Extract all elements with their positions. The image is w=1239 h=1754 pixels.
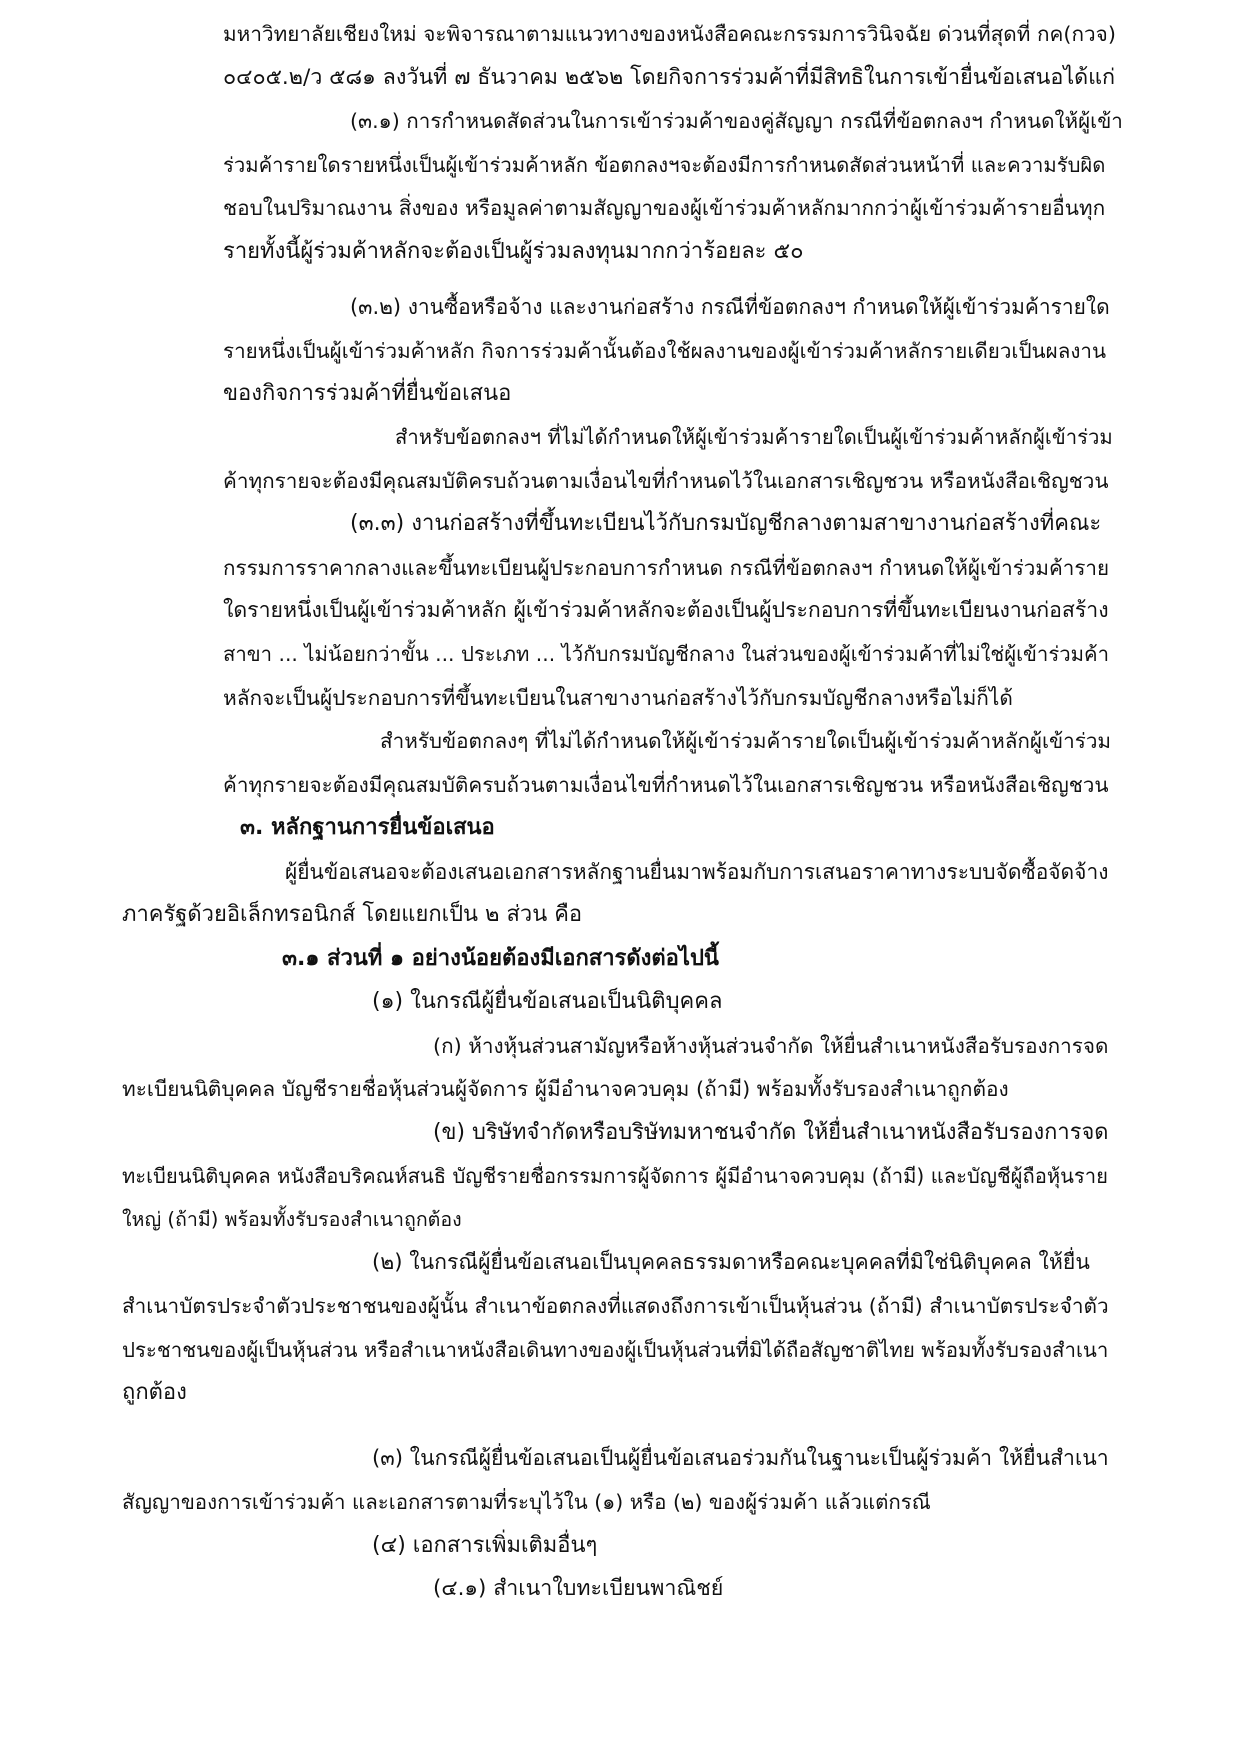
text-line: (๓.๓) งานก่อสร้างที่ขึ้นทะเบียนไว้กับกรมบัญชีกลางตามสาขางานก่อสร้างที่คณะ xyxy=(350,511,1102,536)
text-line: ประชาชนของผู้เป็นหุ้นส่วน หรือสำเนาหนังสือเดินทางของผู้เป็นหุ้นส่วนที่มิได้ถือสัญชาติไทย พร้อมทั้งรับรองสำเนา xyxy=(122,1338,1109,1362)
text-line: (ก) ห้างหุ้นส่วนสามัญหรือห้างหุ้นส่วนจำกัด ให้ยื่นสำเนาหนังสือรับรองการจด xyxy=(433,1034,1109,1058)
text-line: ภาครัฐด้วยอิเล็กทรอนิกส์ โดยแยกเป็น ๒ ส่วน คือ xyxy=(122,902,583,927)
text-line: ทะเบียนนิติบุคคล หนังสือบริคณห์สนธิ บัญชีรายชื่อกรรมการผู้จัดการ ผู้มีอำนาจควบคุม (ถ้ามี) และบัญชีผู้ถือหุ้นราย xyxy=(122,1164,1108,1188)
text-line: (๔) เอกสารเพิ่มเติมอื่นๆ xyxy=(372,1533,598,1558)
text-line: ถูกต้อง xyxy=(122,1380,187,1405)
text-line: (๔.๑) สำเนาใบทะเบียนพาณิชย์ xyxy=(433,1576,724,1601)
text-line: ทะเบียนนิติบุคคล บัญชีรายชื่อหุ้นส่วนผู้จัดการ ผู้มีอำนาจควบคุม (ถ้ามี) พร้อมทั้งรับรองสำเนาถูกต้อง xyxy=(122,1077,1009,1101)
text-line: สำเนาบัตรประจำตัวประชาชนของผู้นั้น สำเนาข้อตกลงที่แสดงถึงการเข้าเป็นหุ้นส่วน (ถ้ามี) สำเนาบัตรประจำตัว xyxy=(122,1294,1109,1318)
text-line: กรรมการราคากลางและขึ้นทะเบียนผู้ประกอบการกำหนด กรณีที่ข้อตกลงฯ กำหนดให้ผู้เข้าร่วมค้าราย xyxy=(223,556,1110,580)
text-line: สำหรับข้อตกลงๆ ที่ไม่ได้กำหนดให้ผู้เข้าร่วมค้ารายใดเป็นผู้เข้าร่วมค้าหลักผู้เข้าร่วม xyxy=(380,729,1112,753)
text-line: ค้าทุกรายจะต้องมีคุณสมบัติครบถ้วนตามเงื่อนไขที่กำหนดไว้ในเอกสารเชิญชวน หรือหนังสือเชิญชวน xyxy=(223,773,1109,797)
text-line: มหาวิทยาลัยเชียงใหม่ จะพิจารณาตามแนวทางของหนังสือคณะกรรมการวินิจฉัย ด่วนที่สุดที่ กค(กวจ) xyxy=(223,22,1116,46)
text-line: (๑) ในกรณีผู้ยื่นข้อเสนอเป็นนิติบุคคล xyxy=(372,989,723,1014)
text-line: ร่วมค้ารายใดรายหนึ่งเป็นผู้เข้าร่วมค้าหลัก ข้อตกลงฯจะต้องมีการกำหนดสัดส่วนหน้าที่ และความรับผิด xyxy=(223,153,1106,177)
text-line: ใดรายหนึ่งเป็นผู้เข้าร่วมค้าหลัก ผู้เข้าร่วมค้าหลักจะต้องเป็นผู้ประกอบการที่ขึ้นทะเบียนงานก่อสร้าง xyxy=(223,598,1109,623)
text-line: หลักจะเป็นผู้ประกอบการที่ขึ้นทะเบียนในสาขางานก่อสร้างไว้กับกรมบัญชีกลางหรือไม่ก็ได้ xyxy=(223,686,1013,710)
text-line: (๓) ในกรณีผู้ยื่นข้อเสนอเป็นผู้ยื่นข้อเสนอร่วมกันในฐานะเป็นผู้ร่วมค้า ให้ยื่นสำเนา xyxy=(372,1446,1109,1471)
text-line: (๓.๑) การกำหนดสัดส่วนในการเข้าร่วมค้าของคู่สัญญา กรณีที่ข้อตกลงฯ กำหนดให้ผู้เข้า xyxy=(350,109,1123,133)
text-line: รายหนึ่งเป็นผู้เข้าร่วมค้าหลัก กิจการร่วมค้านั้นต้องใช้ผลงานของผู้เข้าร่วมค้าหลักรายเดียวเป็นผลงาน xyxy=(223,339,1107,363)
text-line: (๒) ในกรณีผู้ยื่นข้อเสนอเป็นบุคคลธรรมดาหรือคณะบุคคลที่มิใช่นิติบุคคล ให้ยื่น xyxy=(372,1250,1090,1275)
text-line: ชอบในปริมาณงาน สิ่งของ หรือมูลค่าตามสัญญาของผู้เข้าร่วมค้าหลักมากกว่าผู้เข้าร่วมค้ารายอื่นทุก xyxy=(223,196,1106,220)
text-line: สัญญาของการเข้าร่วมค้า และเอกสารตามที่ระบุไว้ใน (๑) หรือ (๒) ของผู้ร่วมค้า แล้วแต่กรณี xyxy=(122,1490,931,1514)
text-line: ๐๔๐๕.๒/ว ๕๘๑ ลงวันที่ ๗ ธันวาคม ๒๕๖๒ โดยกิจการร่วมค้าที่มีสิทธิในการเข้ายื่นข้อเสนอได้แก่ xyxy=(223,65,1116,90)
subsection-heading: ๓.๑ ส่วนที่ ๑ อย่างน้อยต้องมีเอกสารดังต่อไปนี้ xyxy=(282,946,719,971)
text-line: (๓.๒) งานซื้อหรือจ้าง และงานก่อสร้าง กรณีที่ข้อตกลงฯ กำหนดให้ผู้เข้าร่วมค้ารายใด xyxy=(350,295,1110,319)
section-heading: ๓. หลักฐานการยื่นข้อเสนอ xyxy=(240,815,495,840)
text-line: สำหรับข้อตกลงฯ ที่ไม่ได้กำหนดให้ผู้เข้าร่วมค้ารายใดเป็นผู้เข้าร่วมค้าหลักผู้เข้าร่วม xyxy=(395,425,1113,449)
text-line: (ข) บริษัทจำกัดหรือบริษัทมหาชนจำกัด ให้ยื่นสำเนาหนังสือรับรองการจด xyxy=(433,1120,1109,1145)
text-line: ผู้ยื่นข้อเสนอจะต้องเสนอเอกสารหลักฐานยื่นมาพร้อมกับการเสนอราคาทางระบบจัดซื้อจัดจ้าง xyxy=(285,860,1109,884)
text-line: สาขา ... ไม่น้อยกว่าขั้น ... ประเภท ... ไว้กับกรมบัญชีกลาง ในส่วนของผู้เข้าร่วมค้าที่ไม่ใช่ผู้เข้าร่วมค้า xyxy=(223,642,1109,666)
text-line: ของกิจการร่วมค้าที่ยื่นข้อเสนอ xyxy=(223,381,512,406)
text-line: รายทั้งนี้ผู้ร่วมค้าหลักจะต้องเป็นผู้ร่วมลงทุนมากกว่าร้อยละ ๕๐ xyxy=(223,239,804,264)
text-line: ใหญ่ (ถ้ามี) พร้อมทั้งรับรองสำเนาถูกต้อง xyxy=(122,1208,462,1231)
text-line: ค้าทุกรายจะต้องมีคุณสมบัติครบถ้วนตามเงื่อนไขที่กำหนดไว้ในเอกสารเชิญชวน หรือหนังสือเชิญชวน xyxy=(223,469,1109,493)
